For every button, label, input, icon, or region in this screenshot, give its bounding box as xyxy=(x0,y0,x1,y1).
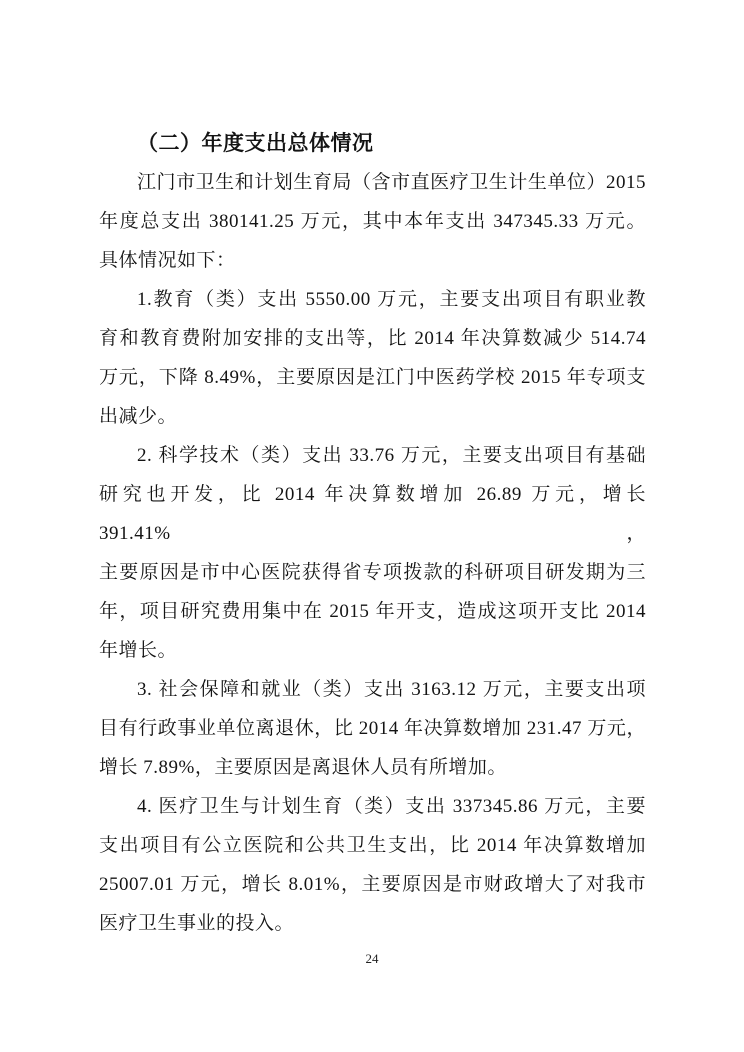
text-line: 研究也开发，比 2014 年决算数增加 26.89 万元，增长 391.41%， xyxy=(99,484,646,544)
text-line: 增长 7.89%，主要原因是离退休人员有所增加。 xyxy=(99,757,507,778)
text-line: 25007.01 万元，增长 8.01%，主要原因是市财政增大了对我市 xyxy=(99,874,646,895)
text-line: 2. 科学技术（类）支出 33.76 万元，主要支出项目有基础 xyxy=(137,445,646,466)
text-line: 1.教育（类）支出 5550.00 万元，主要支出项目有职业教 xyxy=(137,289,646,310)
text-line: 支出项目有公立医院和公共卫生支出，比 2014 年决算数增加 xyxy=(99,835,646,856)
section-heading: （二）年度支出总体情况 xyxy=(137,131,374,155)
paragraph-education xyxy=(99,280,646,436)
text-line: 年，项目研究费用集中在 2015 年开支，造成这项开支比 2014 xyxy=(99,601,646,622)
page-number: 24 xyxy=(365,951,379,966)
paragraph-intro xyxy=(99,163,646,280)
text-line: 育和教育费附加安排的支出等，比 2014 年决算数减少 514.74 xyxy=(99,328,646,349)
text-line: 年度总支出 380141.25 万元，其中本年支出 347345.33 万元。 xyxy=(99,211,646,232)
text-line: 医疗卫生事业的投入。 xyxy=(99,913,295,934)
document-body xyxy=(99,124,646,943)
paragraph-science xyxy=(99,436,646,670)
text-line: 3. 社会保障和就业（类）支出 3163.12 万元，主要支出项 xyxy=(137,679,646,700)
text-line: 主要原因是市中心医院获得省专项拨款的科研项目研发期为三 xyxy=(99,562,646,583)
text-line: 具体情况如下： xyxy=(99,250,236,271)
text-line: 目有行政事业单位离退休，比 2014 年决算数增加 231.47 万元， xyxy=(99,718,646,739)
paragraph-health xyxy=(99,787,646,943)
text-line: 年增长。 xyxy=(99,640,178,661)
text-line: 4. 医疗卫生与计划生育（类）支出 337345.86 万元，主要 xyxy=(137,796,646,817)
text-line: 江门市卫生和计划生育局（含市直医疗卫生计生单位）2015 xyxy=(137,172,646,193)
text-line: 出减少。 xyxy=(99,406,178,427)
text-line: 万元，下降 8.49%，主要原因是江门中医药学校 2015 年专项支 xyxy=(99,367,646,388)
paragraph-social-security xyxy=(99,670,646,787)
